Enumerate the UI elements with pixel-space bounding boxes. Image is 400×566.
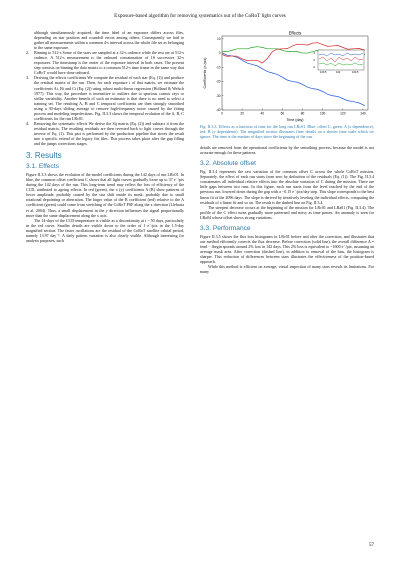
effects-chart [200, 30, 374, 122]
intro-paragraph: although simultaneously acquired, the time label of an exposure differs across files, depending on star position and roundoff errors among others. Consequently we had to gather all measurements within a common 4-s interval across the whole file set as belonging to the same exposure. [34, 30, 184, 51]
list-item: 2. Binning to 512-s Some of the stars are sampled at a 32-s cadence while the rest are at 512-s cadence. A 512-s measurement is the onboard concatenation of 16 successive 32-s exposures. The timestamp is the center of the exposure interval in both cases. The present step consists on binning the data matrix to a common 512-s time frame in the same way that CoRoT would have done onboard. [26, 50, 184, 76]
after-figure-paragraph: details are removed from the operational coefficients by the smoothing process, because the model is not accurate enough for these patterns. [200, 145, 374, 156]
y-tick-label: 10 [216, 36, 221, 41]
inset-ytick: 0 [313, 59, 315, 62]
figure-caption [200, 124, 374, 139]
procedure-list [26, 50, 184, 146]
x-tick-label: 140 [360, 111, 366, 116]
inset-tick: 103.5 [352, 71, 359, 74]
effects-figure [200, 30, 374, 122]
x-tick-label: 120 [340, 111, 346, 116]
y-tick-label: -40 [215, 108, 221, 113]
inset-tick: 102 [336, 71, 341, 74]
y-axis-label: Coefficients (e-/pix) [203, 57, 207, 89]
inset-frame [318, 50, 364, 70]
y-tick-label: 0 [218, 51, 221, 56]
absolute-offset-paragraph-2: The steepest decrease occurs at the beginning of the mission for LRc01 and LRa01 (Fig. II.3.4). The profile of the C effect turns gradually more patterned and noisy as time passes. An anomaly is seen for LRa04 whose offset shows strong variations. [200, 204, 374, 220]
effects-paragraph-2: The 14-days of the CCD temperature is visible as a discontinuity at t ~ 50 days, particularly in the red curve. Smaller details are visible down to the order of 1 e⁻/pix in the 1.5-day magnified section. The faster oscillations are the residual of the CoRoT satellite orbital period, namely 13.97 day⁻¹. A daily pattern variation is also clearly visible. Although interesting for analysis purposes, such [26, 217, 184, 243]
plot-frame [222, 36, 368, 110]
y-tick-label: -10 [215, 65, 221, 70]
magnified-inset [313, 50, 364, 74]
performance-paragraph: Figure II.3.5 shows the flux loss histograms in LRc01 before and after the correction, and illustrates that our method efficiently corrects the flux decrease. Before correction (solid line), the overall difference Δ = fend − fbegin spreads around 2% loss in 142 days. This 2% loss is equivalent to ~1600 e⁻/pix, assuming an average mask area. After correction (dashed line), in addition to removal of the bias, the histogram is sharper. This reduction of differences between stars illustrates the effectiveness of the position-based approach. [200, 233, 374, 265]
performance-paragraph-2: While this method is efficient on average, visual inspection of many stars reveals its limitations. For many [200, 264, 374, 275]
left-column [26, 30, 184, 243]
inset-tick: 100.5 [320, 71, 327, 74]
x-tick-label: 80 [300, 111, 305, 116]
y-tick-label: -30 [215, 93, 221, 98]
inset-ytick: 2 [313, 52, 315, 55]
caption-text: Effects as a function of time for the long run LRc01. Blue: offset C, green: A (x dependence), red: B (y dependence). The magnified section illustrates finer details on a shorter time scale which we ignore. The time is the number of days since the beginning of the run. [200, 124, 375, 140]
subsection-heading-performance: 3.3. Performance [200, 224, 251, 232]
right-column [200, 30, 374, 274]
page-number: 57 [368, 542, 374, 548]
caption-label: Fig. II.3.3. [200, 124, 218, 129]
x-tick-label: 20 [240, 111, 244, 116]
inset-ytick: -2 [312, 66, 315, 69]
list-item: 4. Removing the systematic effects We derive the Sij matrix (Eq. (2)) and subtract it from the residual matrix. The resulting residuals are then reverted back to light curves through the inverse of Eq. (1). This part is performed by the production pipeline that stores the result into a specific extend of the legacy fits files. This process takes place after the gap filling and the jumps corrections stages. [26, 120, 184, 147]
chart-title: Effects [288, 30, 302, 36]
x-tick-label: 0 [221, 111, 223, 116]
absolute-offset-paragraph: Fig. II.3.4 represents the raw variation of the common offset C across the whole CoRoT mission. Separately, the effect of each run starts from zero by definition of the residuals (Eq. (1)). The Fig. II.3.4 concatenates all individual relative effects into the absolute variation of C during the mission. There are little gaps between two runs. In this figure, each run starts from the level reached by the end of the previous run, lowered down during the gap with a −0.15 e⁻/pix/day step. This slope corresponds to the best linear fit of the 2096 days. The slope is derived by iteratively leveling the individual effects, computing the residuals of a linear fit and so on. The result is the dashed line on Fig. II.3.4. [200, 169, 374, 205]
x-tick-label: 60 [280, 111, 285, 116]
x-axis-label: Time (day) [286, 118, 304, 122]
list-item: 3. Deriving the effects coefficients We compute the residual of each star (Eq. (1)) and produce the residual matrix of the run. Then, for each exposure i of that matrix, we estimate the coefficients Ai, Bi and Ci (Eq. (2)) using robust multi-linear regression (Holland & Welsch 1977). This way, the procedure is insensitive to outliers due to spurious cosmic rays or stellar variability. Another benefit of such an estimator is that there is no need to select a training set. The resulting A, B and C temporal coefficients are then strongly smoothed using a 30-days sliding average to remove high-frequency noise caused by the fitting process and modeling imperfections. Fig. II.3.3 shows the temporal evolution of the A, B, C coefficients for the run LRc01. [26, 75, 184, 121]
x-tick-label: 100 [320, 111, 326, 116]
y-tick-label: -20 [215, 79, 221, 84]
subsection-heading-effects: 3.1. Effects [26, 163, 59, 171]
subsection-heading-absolute-offset: 3.2. Absolute offset [200, 160, 256, 168]
effects-paragraph: Figure II.3.3 shows the evolution of the model coefficients during the 142 days of run LRc01. In blue, the common offset coefficient C shows that all light curves gradually loose up to 37 e⁻/pix during the 142 days of the run. This long-term trend may reflect the loss of efficiency of the CCD, attributed to ageing effects. In red (green), the x (y) coefficients A (B) show patterns of lower amplitude, probably caused by the star shift inside its mask, probably due to small rotational depointing or aberration. The larger value of the B coefficient (red) relative to the A coefficient (green) could come from stretching of the CoRoT PSF along the x direction (Llebaria et al. 2004). Thus, a small displacement in the y direction influences the signal proportionally more than the same displacement along the x axis. [26, 172, 184, 218]
running-head: Exposure-based algorithm for removing systematics out of the CoRoT light curves [114, 13, 286, 19]
x-tick-label: 40 [260, 111, 265, 116]
section-heading-results: 3. Results [26, 151, 62, 161]
